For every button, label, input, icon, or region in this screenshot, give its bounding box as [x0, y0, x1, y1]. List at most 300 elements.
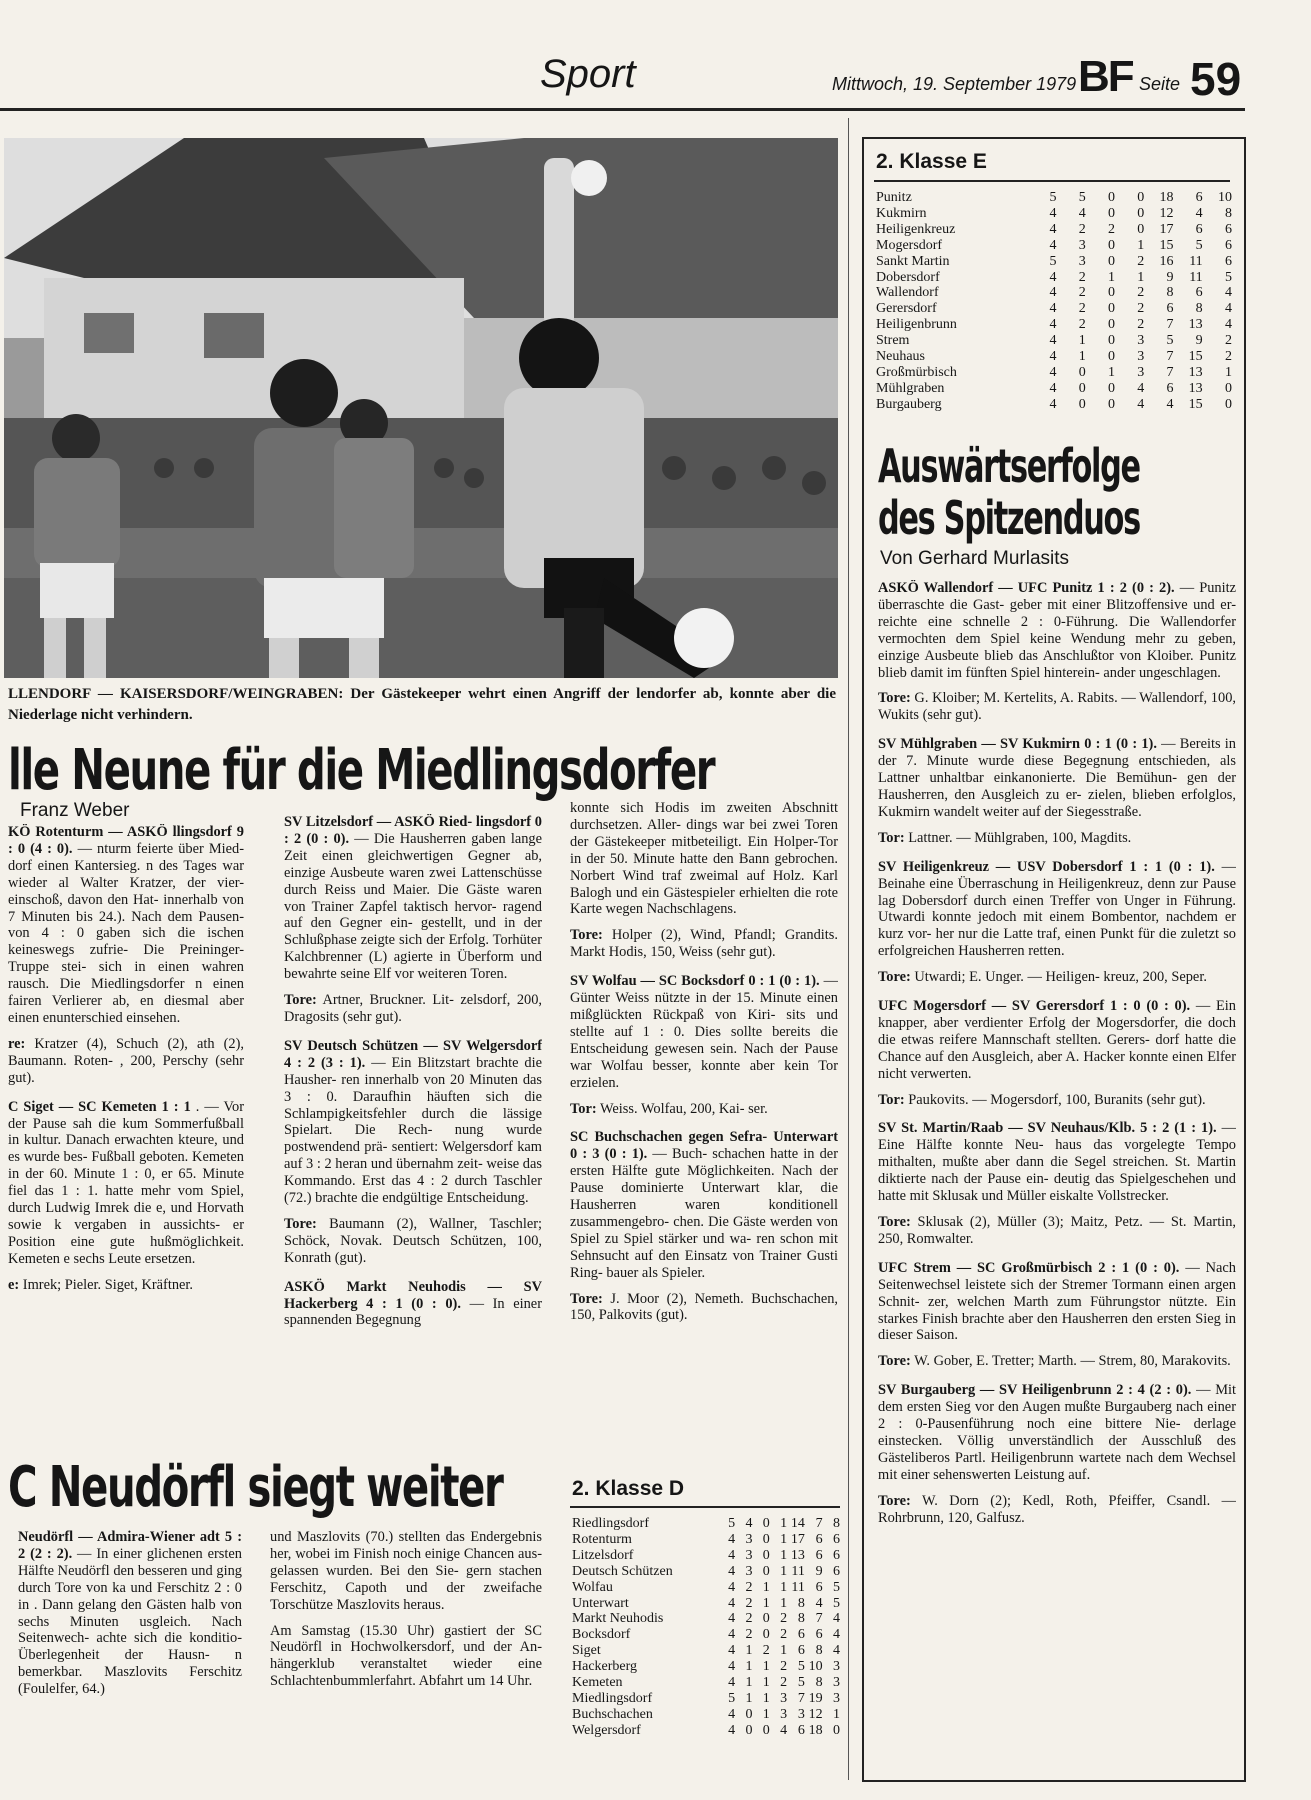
standings-e-title: 2. Klasse E	[876, 150, 987, 173]
paragraph	[878, 1493, 1236, 1527]
standings-value: 2	[780, 1659, 788, 1675]
standings-value: 2	[780, 1627, 788, 1643]
standings-value: 4	[1137, 396, 1145, 412]
match-report: — In einer spannenden Begegnung	[284, 1295, 542, 1329]
standings-value: 3	[833, 1690, 840, 1706]
paragraph	[878, 859, 1236, 960]
standings-value: 6	[797, 1722, 805, 1738]
standings-value: 11	[791, 1563, 805, 1579]
standings-value: 4	[1049, 380, 1057, 396]
standings-value: 0	[1107, 190, 1115, 205]
standings-row	[876, 190, 1232, 206]
standings-value: 6	[833, 1547, 840, 1563]
team-name: Unterwart	[572, 1595, 629, 1611]
standings-value: 9	[1195, 333, 1203, 349]
scorers-label: re:	[8, 1035, 26, 1052]
standings-value: 8	[797, 1611, 805, 1627]
newspaper-logo: BF	[1078, 52, 1133, 101]
standings-value: 9	[1166, 269, 1174, 285]
standings-value: 16	[1159, 253, 1174, 269]
standings-row	[572, 1659, 840, 1675]
match-header: SV Burgauberg — SV Heiligenbrunn 2 : 4 (2 : 0).	[878, 1382, 1192, 1399]
standings-value: 6	[1225, 221, 1232, 237]
standings-value: 2	[1137, 253, 1145, 269]
standings-row	[876, 397, 1232, 413]
standings-value: 4	[728, 1531, 736, 1547]
standings-value: 1	[1137, 237, 1145, 253]
standings-value: 3	[780, 1706, 788, 1722]
scorers-label: Tore:	[570, 1290, 603, 1307]
standings-value: 11	[1189, 253, 1203, 269]
standings-value: 2	[1137, 301, 1145, 317]
standings-value: 1	[780, 1531, 788, 1547]
standings-value: 5	[1049, 253, 1057, 269]
standings-value: 0	[1078, 380, 1086, 396]
standings-value: 10	[1218, 190, 1232, 205]
standings-value: 4	[1049, 349, 1057, 365]
scorers-label: Tore:	[284, 992, 317, 1009]
standings-value: 4	[728, 1722, 736, 1738]
scorers-label: Tore:	[878, 1353, 911, 1370]
match-report: . — Vor der Pause sah die kum Sommerfußball in kultur. Danach erwachten kteure, und es wurde bes- Fußball geboten. Kemeten in der 60. Minute 1 : 0, er 65. Minute fiel das 1 : 1. hatte mehr vom Spiel, durch Ludwig Imrek die e, und Horvath sowie k vergaben in aussichts- er Position eine gute hußmöglichkeit. Kemeten e sechs Leute ersetzen.	[8, 1098, 244, 1267]
standings-value: 4	[728, 1706, 736, 1722]
standings-value: 12	[1159, 205, 1174, 221]
standings-row	[572, 1675, 840, 1691]
standings-value: 5	[1049, 190, 1057, 205]
standings-value: 1	[780, 1595, 788, 1611]
standings-value: 6	[797, 1627, 805, 1643]
standings-value: 5	[833, 1579, 840, 1595]
team-name: Dobersdorf	[876, 269, 940, 285]
standings-value: 1	[762, 1659, 770, 1675]
match-report: — Ein Blitzstart brachte die Hausher- ren innerhalb von 20 Minuten das 3 : 0. Daraufhin häuften sich die Schlampigkeitsfehler durch die lässige Spielart. Die Rech- nung wurde postwendend prä- sentiert: Welgersdorf kam auf 3 : 2 heran und übernahm zeit- weise das Kommando. Erst das 4 : 2 durch Taschler (72.) brachte die endgültige Entscheidung.	[284, 1054, 542, 1207]
standings-value: 1	[745, 1675, 753, 1691]
standings-value: 17	[790, 1531, 805, 1547]
match-report: — Beinahe eine Überraschung in Heiligenkreuz, denn zur Pause lag Dobersdorf durch einen Treffer von Unger in Führung. Utwardi konnte jedoch mit einem Bombentor, nachdem er kurz vor- her nur die Latte traf, einen Punkt für die zuletzt so erfolgreichen Hausherren retten.	[878, 858, 1236, 960]
team-name: Kemeten	[572, 1675, 623, 1691]
standings-value: 7	[797, 1690, 805, 1706]
standings-value: 1	[780, 1563, 788, 1579]
team-name: Sankt Martin	[876, 253, 950, 269]
headline-miedlingsdorfer: lle Neune für die Miedlingsdorfer	[8, 738, 715, 803]
standings-value: 1	[780, 1643, 788, 1659]
standings-row	[876, 381, 1232, 397]
standings-value: 2	[1107, 221, 1115, 237]
article2-column2	[270, 1529, 542, 1699]
standings-value: 4	[728, 1595, 736, 1611]
standings-value: 3	[1137, 364, 1145, 380]
standings-value: 1	[762, 1675, 770, 1691]
article1-column1	[8, 824, 244, 1303]
paragraph	[284, 992, 542, 1026]
standings-value: 7	[1166, 349, 1174, 365]
match-report: — Bereits in der 7. Minute wurde diese Begegnung entschieden, als Lattner unhaltbar einkanonierte. Die Bemühun- gen der Hausherren, den Ausgleich zu er- zielen, blieben erfolglos, Kukmirn wandelt weiter auf der Siegesstraße.	[878, 736, 1236, 820]
standings-value: 0	[1107, 285, 1115, 301]
paragraph	[878, 1260, 1236, 1345]
match-header: KÖ Rotenturm — ASKÖ llingsdorf 9 : 0 (4 : 0).	[8, 824, 244, 857]
standings-value: 4	[1049, 269, 1057, 285]
standings-value: 2	[745, 1595, 753, 1611]
scorers-text: Imrek; Pieler. Siget, Kräftner.	[19, 1276, 194, 1293]
standings-value: 2	[1078, 269, 1086, 285]
standings-value: 8	[797, 1595, 805, 1611]
standings-value: 5	[1078, 190, 1086, 205]
standings-value: 13	[790, 1547, 805, 1563]
standings-row	[876, 349, 1232, 365]
match-report: — Die Hausherren gaben lange Zeit einen gleichwertigen Gegner ab, einzige Ausbeute waren zwei Lattenschüsse durch Reiss und Maier. Die Gäste waren von Trainer Zapfel taktisch hervor- ragend auf den Gegner ein- gestellt, und in der Schlußphase zeigte sich der Erfolg. Torhüter Kalchbrenner (L) agierte in Überform und bewahrte seine Elf vor weiteren Toren.	[284, 830, 542, 983]
standings-value: 3	[780, 1690, 788, 1706]
match-header: UFC Strem — SC Großmürbisch 2 : 1 (0 : 0).	[878, 1259, 1180, 1276]
standings-value: 14	[790, 1516, 805, 1531]
team-name: Punitz	[876, 190, 912, 205]
standings-value: 0	[1107, 349, 1115, 365]
standings-value: 0	[1107, 237, 1115, 253]
match-report: Am Samstag (15.30 Uhr) gastiert der SC Neudörfl in Hochwolkersdorf, und der An- hängerklub veranstaltet wieder eine Schlachtenbummlerfahrt. Abfahrt um 14 Uhr.	[270, 1622, 542, 1690]
standings-value: 4	[728, 1659, 736, 1675]
standings-row	[572, 1564, 840, 1580]
standings-value: 18	[1159, 190, 1174, 205]
standings-value: 3	[745, 1563, 753, 1579]
scorers-text: Paukovits. — Mogersdorf, 100, Buranits (sehr gut).	[904, 1091, 1206, 1108]
standings-value: 1	[762, 1706, 770, 1722]
section-title: Sport	[540, 52, 636, 96]
scorers-text: Weiss. Wolfau, 200, Kai- ser.	[596, 1100, 768, 1117]
standings-value: 1	[745, 1690, 753, 1706]
standings-row	[876, 317, 1232, 333]
scorers-text: Lattner. — Mühlgraben, 100, Magdits.	[904, 829, 1132, 846]
standings-row	[876, 206, 1232, 222]
paragraph	[8, 1099, 244, 1268]
paragraph	[270, 1529, 542, 1614]
standings-e-table	[876, 190, 1232, 413]
scorers-text: Artner, Bruckner. Lit- zelsdorf, 200, Dragosits (sehr gut).	[284, 992, 542, 1025]
paragraph	[878, 998, 1236, 1083]
standings-value: 2	[1225, 349, 1232, 365]
byline-gerhard-murlasits: Von Gerhard Murlasits	[880, 548, 1070, 569]
standings-value: 13	[1188, 317, 1203, 333]
paragraph	[878, 1353, 1236, 1370]
standings-row	[876, 270, 1232, 286]
match-report: — In einer glichenen ersten Hälfte Neudörfl den besseren und ging durch Tore von ka und Ferschitz 2 : 0 in . Dann gelang den Gästen halb von sechs Minuten usgleich. Nach Seitenwech- achte sich die konditio- Überlegenheit der Hausn- n bemerkbar. Maszlovits Ferschitz (Foulelfer, 64.)	[18, 1545, 242, 1698]
standings-value: 4	[728, 1547, 736, 1563]
scorers-label: Tore:	[570, 927, 603, 944]
standings-value: 1	[762, 1595, 770, 1611]
paragraph	[8, 1277, 244, 1294]
paragraph	[284, 1279, 542, 1330]
standings-row	[572, 1611, 840, 1627]
scorers-label: Tore:	[878, 1214, 911, 1230]
headline-auswaertserfolge: Auswärtserfolge des Spitzenduos	[878, 439, 1140, 545]
standings-value: 5	[1166, 333, 1174, 349]
standings-value: 18	[808, 1722, 823, 1738]
paragraph	[878, 580, 1236, 681]
standings-value: 1	[745, 1659, 753, 1675]
standings-value: 5	[1225, 269, 1232, 285]
standings-value: 0	[745, 1722, 753, 1738]
standings-value: 1	[1137, 269, 1145, 285]
standings-value: 1	[762, 1579, 770, 1595]
match-header: SV Wolfau — SC Bocksdorf 0 : 1 (0 : 1).	[570, 973, 820, 990]
team-name: Mühlgraben	[876, 380, 945, 396]
team-name: Mogersdorf	[876, 237, 943, 253]
standings-value: 4	[1049, 237, 1057, 253]
scorers-label: Tore:	[878, 1492, 911, 1509]
team-name: Heiligenkreuz	[876, 221, 956, 237]
standings-value: 4	[728, 1579, 736, 1595]
standings-value: 4	[833, 1643, 840, 1659]
standings-value: 15	[1188, 396, 1203, 412]
standings-value: 4	[1225, 301, 1232, 317]
standings-row	[876, 301, 1232, 317]
match-report: — Günter Weiss nützte in der 15. Minute einen mißglückten Rückpaß von Kiri- sits und stellte auf 1 : 0. Dies sollte bereits die Entscheidung gewesen sein. Nach der Pause war Wolfau besser, konnte aber kein Tor erzielen.	[570, 973, 838, 1091]
article3-column	[878, 580, 1236, 1539]
standings-row	[572, 1707, 840, 1723]
team-name: Deutsch Schützen	[572, 1563, 673, 1579]
standings-value: 5	[1195, 237, 1203, 253]
standings-value: 4	[1225, 285, 1232, 301]
team-name: Neuhaus	[876, 349, 925, 365]
standings-value: 3	[833, 1675, 840, 1691]
match-report: — nturm feierte über Mied- dorf einen Kantersieg. n des Tages war wieder al Walter Kratzer, der vier- einschoß, davon den Hat- innerhalb von 7 Minuten bis 24.). Nach dem Pausen- von 4 : 0 gaben sich die ischen keineswegs zufrie- Die Preininger-Truppe stei- sich in einen wahren rausch. Die Miedlingsdorfer n einen fairen Verlierer ab, en diesmal aber einen enunterschied einsehen.	[8, 840, 244, 1026]
standings-value: 7	[815, 1611, 823, 1627]
standings-value: 3	[1078, 253, 1086, 269]
standings-row	[572, 1580, 840, 1596]
standings-value: 4	[1049, 396, 1057, 412]
standings-value: 0	[762, 1531, 770, 1547]
standings-value: 1	[780, 1547, 788, 1563]
article2-column1	[18, 1529, 242, 1707]
standings-value: 3	[745, 1547, 753, 1563]
standings-value: 1	[780, 1579, 788, 1595]
standings-value: 4	[833, 1627, 840, 1643]
match-header: SC Buchschachen gegen Sefra- Unterwart 0 : 3 (0 : 1).	[570, 1129, 838, 1163]
paragraph	[284, 814, 542, 983]
team-name: Wolfau	[572, 1579, 613, 1595]
standings-value: 4	[1166, 396, 1174, 412]
team-name: Heiligenbrunn	[876, 317, 957, 333]
team-name: Siget	[572, 1643, 601, 1659]
scorers-text: Baumann (2), Wallner, Taschler; Schöck, Novak. Deutsch Schützen, 100, Konrath (gut).	[284, 1215, 542, 1266]
scorers-label: Tor:	[878, 1091, 905, 1108]
standings-value: 1	[1078, 333, 1086, 349]
standings-value: 6	[1195, 221, 1203, 237]
standings-value: 4	[1049, 317, 1057, 333]
standings-d-title: 2. Klasse D	[572, 1477, 685, 1500]
paragraph	[878, 690, 1236, 724]
standings-value: 4	[1078, 205, 1086, 221]
standings-value: 2	[1078, 221, 1086, 237]
standings-value: 3	[1078, 237, 1086, 253]
standings-value: 1	[762, 1690, 770, 1706]
standings-value: 2	[1137, 285, 1145, 301]
paragraph	[570, 1129, 838, 1281]
scorers-label: Tore:	[878, 690, 911, 707]
match-report: — Buch- schachen hatte in der ersten Hälfte gute Möglichkeiten. Nach der Pause dominierte Unterwart klar, die Hausherren waren konditionell zusammengebro- chen. Die Gäste werden von Spiel zu Spiel stärker und wa- ren schon mit Sehnsucht auf den Einsatz von Trainer Gusti Ring- bauer als Spieler.	[570, 1146, 838, 1281]
paragraph	[570, 800, 838, 918]
standings-value: 2	[1225, 333, 1232, 349]
paragraph	[878, 830, 1236, 847]
standings-value: 4	[780, 1722, 788, 1738]
page-number: 59	[1190, 53, 1242, 105]
standings-value: 2	[762, 1643, 770, 1659]
headline-neudoerfl: C Neudörfl siegt weiter	[8, 1455, 503, 1520]
team-name: Miedlingsdorf	[572, 1690, 653, 1706]
team-name: Gerersdorf	[876, 301, 937, 317]
page-label: Seite	[1139, 74, 1181, 94]
standings-row	[572, 1516, 840, 1532]
header-rule	[0, 108, 1245, 111]
standings-row	[876, 333, 1232, 349]
standings-value: 6	[815, 1579, 823, 1595]
match-photo	[4, 138, 838, 678]
scorers-text: W. Gober, E. Tretter; Marth. — Strem, 80, Marakovits.	[910, 1353, 1231, 1370]
paragraph	[8, 824, 244, 1027]
match-report: konnte sich Hodis im zweiten Abschnitt durchsetzen. Aller- dings war bei zwei Toren der Gästekeeper mitbeteiligt. Ein Holper-Tor in der 50. Minute hatte den Bann gebrochen. Norbert Wind traf zweimal auf Holz. Karl Balogh und ein Gästespieler erhielten die rote Karte wegen Nachschlagens.	[570, 800, 838, 918]
standings-value: 2	[745, 1627, 753, 1643]
standings-value: 4	[1049, 301, 1057, 317]
standings-value: 15	[1159, 237, 1174, 253]
team-name: Litzelsdorf	[572, 1547, 634, 1563]
standings-value: 4	[1049, 285, 1057, 301]
scorers-text: Kratzer (4), Schuch (2), ath (2), Baumann. Roten- , 200, Perschy (sehr gut).	[8, 1035, 244, 1086]
standings-value: 0	[762, 1563, 770, 1579]
standings-value: 0	[762, 1547, 770, 1563]
standings-value: 6	[833, 1563, 840, 1579]
standings-value: 1	[745, 1643, 753, 1659]
standings-value: 13	[1188, 364, 1203, 380]
standings-row	[572, 1627, 840, 1643]
standings-value: 17	[1159, 221, 1174, 237]
scorers-label: Tore:	[878, 969, 911, 986]
standings-value: 4	[728, 1643, 736, 1659]
standings-value: 4	[1049, 205, 1057, 221]
match-header: ASKÖ Wallendorf — UFC Punitz 1 : 2 (0 : 2).	[878, 580, 1175, 596]
paragraph	[878, 1214, 1236, 1248]
paragraph	[878, 1092, 1236, 1109]
photo-caption: LLENDORF — KAISERSDORF/WEINGRABEN: Der Gästekeeper wehrt einen Angriff der lendorfer ab, konnte aber die Niederlage nicht verhindern.	[8, 686, 836, 723]
standings-value: 4	[1049, 333, 1057, 349]
standings-value: 2	[780, 1611, 788, 1627]
standings-value: 0	[1078, 364, 1086, 380]
standings-value: 2	[1078, 285, 1086, 301]
standings-value: 6	[1166, 301, 1174, 317]
standings-value: 0	[762, 1627, 770, 1643]
standings-value: 0	[762, 1722, 770, 1738]
standings-value: 13	[1188, 380, 1203, 396]
standings-value: 4	[1195, 205, 1203, 221]
standings-row	[572, 1723, 840, 1739]
standings-value: 6	[797, 1643, 805, 1659]
match-header: SV Mühlgraben — SV Kukmirn 0 : 1 (0 : 1).	[878, 736, 1157, 753]
standings-value: 4	[728, 1627, 736, 1643]
match-header: SV Litzelsdorf — ASKÖ Ried- lingsdorf 0 : 2 (0 : 0).	[284, 814, 542, 847]
standings-value: 0	[1107, 380, 1115, 396]
standings-value: 9	[815, 1563, 823, 1579]
standings-value: 5	[728, 1516, 736, 1531]
standings-row	[572, 1548, 840, 1564]
standings-value: 3	[833, 1659, 840, 1675]
team-name: Wallendorf	[876, 285, 939, 301]
match-report: — Eine Hälfte konnte Neu- haus das vorgelegte Tempo mithalten, mußte aber dann die Segel streichen. St. Martin diktierte nach der Pause ein- deutig das Spielgeschehen und hatte mit Sklusak und Müller eiskalte Vollstrecker.	[878, 1120, 1236, 1205]
match-header: SV Heiligenkreuz — USV Dobersdorf 1 : 1 (0 : 1).	[878, 858, 1215, 875]
byline-franz-weber: Franz Weber	[20, 800, 130, 821]
standings-value: 4	[1049, 221, 1057, 237]
team-name: Strem	[876, 333, 910, 349]
standings-value: 5	[797, 1675, 805, 1691]
scorers-text: J. Moor (2), Nemeth. Buchschachen, 150, Palkovits (gut).	[570, 1290, 838, 1324]
standings-value: 0	[745, 1706, 753, 1722]
standings-value: 0	[1107, 253, 1115, 269]
standings-value: 6	[1225, 237, 1232, 253]
standings-value: 0	[762, 1611, 770, 1627]
standings-value: 5	[833, 1595, 840, 1611]
standings-value: 5	[797, 1659, 805, 1675]
standings-d-table	[572, 1516, 840, 1739]
scorers-label: Tor:	[570, 1100, 597, 1117]
standings-value: 1	[780, 1516, 788, 1531]
match-header: ASKÖ Markt Neuhodis — SV Hackerberg 4 : 1 (0 : 0).	[284, 1278, 542, 1312]
scorers-label: Tor:	[878, 829, 905, 846]
standings-value: 12	[808, 1706, 823, 1722]
standings-value: 6	[815, 1547, 823, 1563]
scorers-text: W. Dorn (2); Kedl, Roth, Pfeiffer, Csandl. — Rohrbrunn, 120, Galfusz.	[878, 1492, 1236, 1526]
standings-row	[572, 1596, 840, 1612]
paragraph	[284, 1038, 542, 1207]
standings-value: 19	[808, 1690, 823, 1706]
standings-value: 7	[815, 1516, 823, 1531]
standings-value: 2	[745, 1611, 753, 1627]
paragraph	[878, 736, 1236, 821]
standings-value: 0	[762, 1516, 770, 1531]
match-report: — Punitz überraschte die Gast- geber mit einer Blitzoffensive und er- reichte eine schnelle 2 : 0-Führung. Die Wallendorfer vermochten dem Spiel keine Wendung mehr zu geben, einzige Ausbeute blieb das Anschlußtor von Kloiber. Punitz blieb damit im fünften Spiel hinterein- ander ungeschlagen.	[878, 580, 1236, 681]
standings-value: 4	[815, 1595, 823, 1611]
standings-value: 4	[833, 1611, 840, 1627]
standings-row	[572, 1643, 840, 1659]
paragraph	[570, 973, 838, 1091]
standings-value: 1	[1078, 349, 1086, 365]
standings-value: 15	[1188, 349, 1203, 365]
standings-value: 8	[1225, 205, 1232, 221]
standings-value: 10	[808, 1659, 823, 1675]
match-report: und Maszlovits (70.) stellten das Endergebnis her, wobei im Finish noch einige Chancen aus- gelassen wurden. Bei den Sie- gern stachen Ferschitz, Capoth und der zweifache Torschütze Maszlovits heraus.	[270, 1529, 542, 1613]
paragraph	[878, 1120, 1236, 1205]
team-name: Hackerberg	[572, 1659, 638, 1675]
standings-value: 6	[1195, 190, 1203, 205]
standings-value: 4	[1137, 380, 1145, 396]
standings-value: 6	[1166, 380, 1174, 396]
standings-value: 4	[1225, 317, 1232, 333]
standings-row	[876, 238, 1232, 254]
standings-row	[876, 254, 1232, 270]
paragraph	[570, 1101, 838, 1118]
standings-row	[876, 222, 1232, 238]
standings-value: 4	[745, 1516, 753, 1531]
standings-value: 3	[1137, 333, 1145, 349]
match-header: SV St. Martin/Raab — SV Neuhaus/Klb. 5 : 2 (1 : 1).	[878, 1120, 1217, 1137]
article1-column2	[284, 814, 542, 1338]
standings-value: 0	[1225, 396, 1232, 412]
standings-value: 2	[1078, 317, 1086, 333]
standings-value: 4	[1049, 364, 1057, 380]
match-header: C Siget — SC Kemeten 1 : 1	[8, 1098, 191, 1115]
standings-value: 1	[1107, 269, 1115, 285]
match-header: Neudörfl — Admira-Wiener adt 5 : 2 (2 : 2).	[18, 1529, 242, 1562]
standings-value: 3	[745, 1531, 753, 1547]
match-report: — Nach Seitenwechsel leistete sich der Stremer Tormann einen argen Schnit- zer, welchen Marth zum Führungstor nützte. Ein starkes Finish brachte aber den Hausherren den ersten Sieg in dieser Saison.	[878, 1259, 1236, 1344]
standings-value: 6	[815, 1531, 823, 1547]
standings-value: 6	[833, 1531, 840, 1547]
standings-value: 1	[833, 1706, 840, 1722]
